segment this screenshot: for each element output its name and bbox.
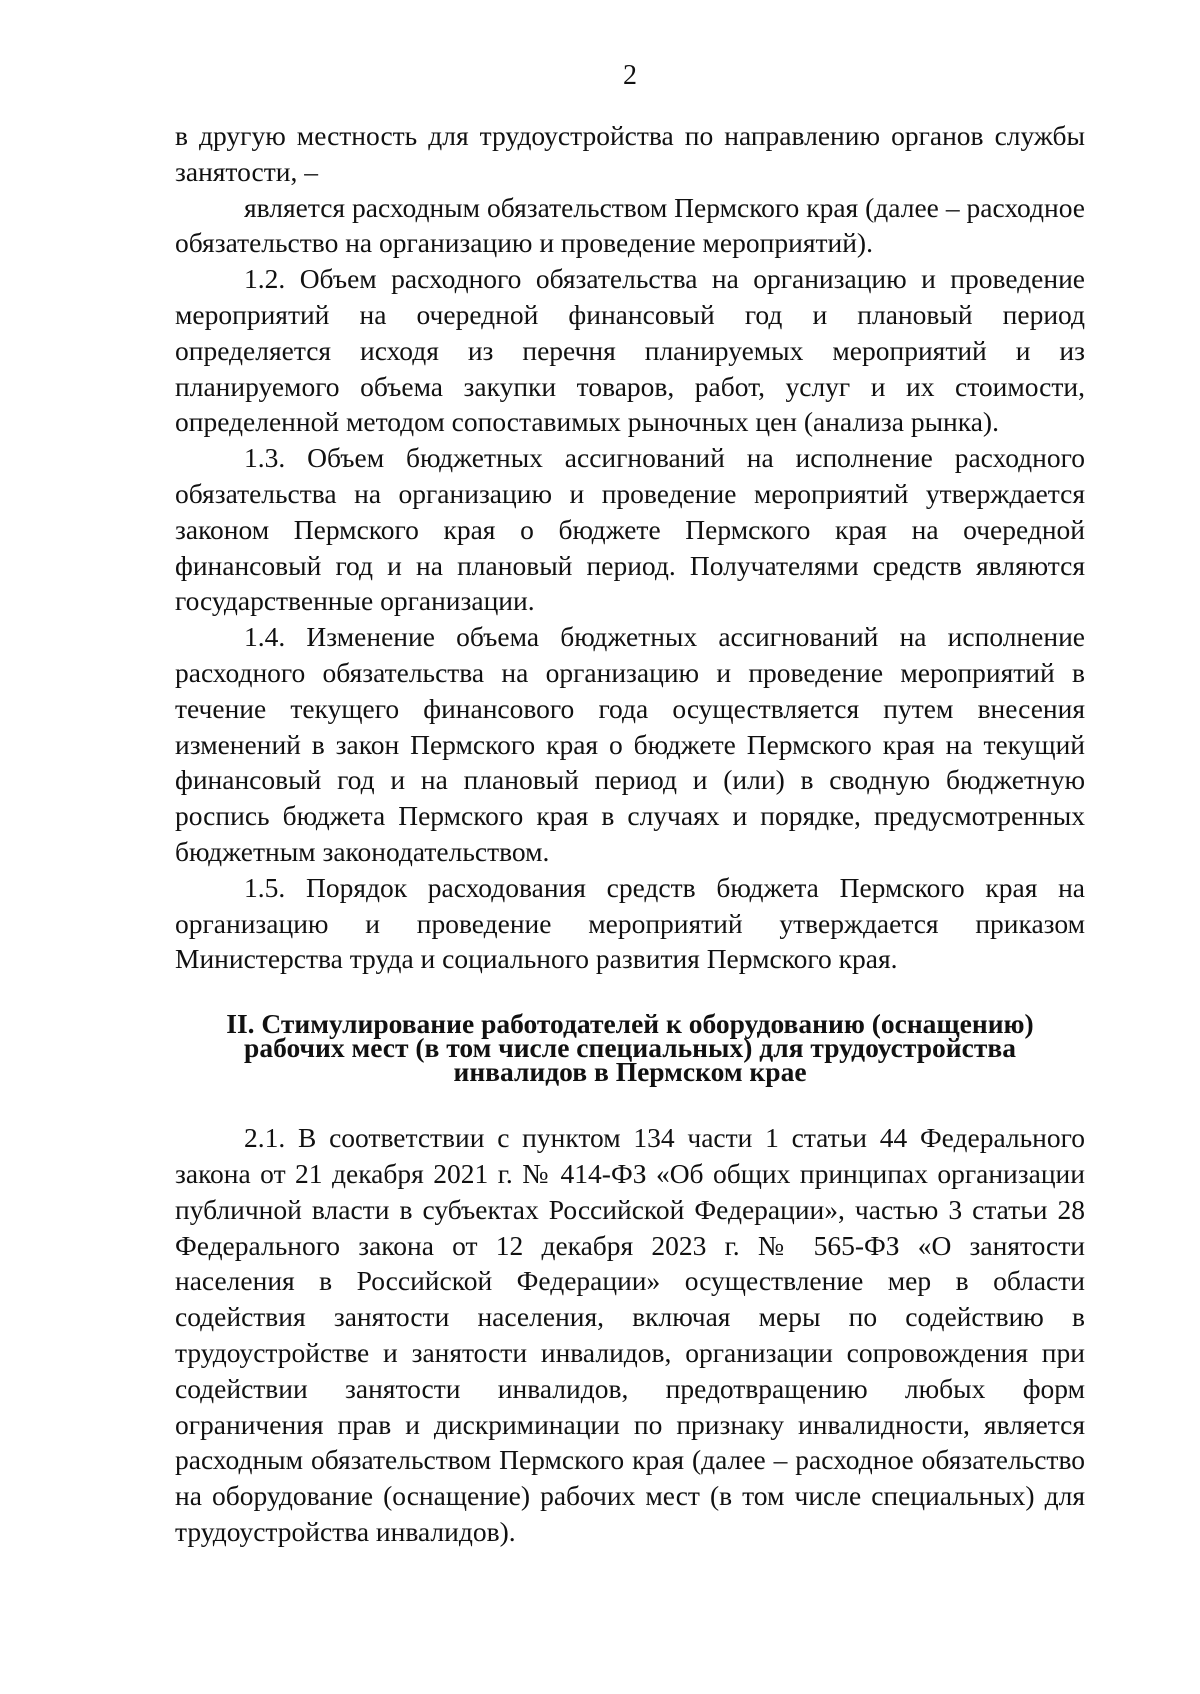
section-heading bbox=[175, 1008, 1085, 1088]
section-heading-line: инвалидов в Пермском крае bbox=[453, 1056, 807, 1088]
paragraph-continuation: в другую местность для трудоустройства по направлению органов службы занятости, – bbox=[175, 120, 1085, 187]
paragraph-1-3: 1.3. Объем бюджетных ассигнований на исполнение расходного обязательства на организацию и проведение мероприятий утверждается законом Пермского края о бюджете Пермского края на очередной финансовый год и на плановый период. Получателями средств являются государственные организации. bbox=[175, 442, 1085, 617]
section-heading-line: рабочих мест (в том числе специальных) для трудоустройства bbox=[244, 1032, 1016, 1064]
document-body bbox=[175, 118, 1085, 1550]
section-heading-line: II. Стимулирование работодателей к оборудованию (оснащению) bbox=[226, 1008, 1034, 1040]
paragraph-obligation-statement: является расходным обязательством Пермского края (далее – расходное обязательство на организацию и проведение мероприятий). bbox=[175, 191, 1085, 259]
page-number: 2 bbox=[623, 60, 637, 91]
paragraph-1-2: 1.2. Объем расходного обязательства на организацию и проведение мероприятий на очередной финансовый год и плановый период определяется исходя из перечня планируемых мероприятий и из планируемого объема закупки товаров, работ, услуг и их стоимости, определенной методом сопоставимых рыночных цен (анализа рынка). bbox=[175, 263, 1085, 438]
paragraph-1-4: 1.4. Изменение объема бюджетных ассигнований на исполнение расходного обязательства на организацию и проведение мероприятий в течение текущего финансового года осуществляется путем внесения изменений в закон Пермского края о бюджете Пермского края на текущий финансовый год и на плановый период и (или) в сводную бюджетную роспись бюджета Пермского края в случаях и порядке, предусмотренных бюджетным законодательством. bbox=[175, 621, 1085, 867]
paragraph-2-1: 2.1. В соответствии с пунктом 134 части 1 статьи 44 Федерального закона от 21 декабря 2021 г. № 414-ФЗ «Об общих принципах организации публичной власти в субъектах Российской Федерации», частью 3 статьи 28 Федерального закона от 12 декабря 2023 г. № 565-ФЗ «О занятости населения в Российской Федерации» осуществление мер в области содействия занятости населения, включая меры по содействию в трудоустройстве и занятости инвалидов, организации сопровождения при содействии занятости инвалидов, предотвращению любых форм ограничения прав и дискриминации по признаку инвалидности, является расходным обязательством Пермского края (далее – расходное обязательство на оборудование (оснащение) рабочих мест (в том числе специальных) для трудоустройства инвалидов). bbox=[175, 1122, 1085, 1547]
paragraph-1-5: 1.5. Порядок расходования средств бюджета Пермского края на организацию и проведение мероприятий утверждается приказом Министерства труда и социального развития Пермского края. bbox=[175, 871, 1085, 975]
